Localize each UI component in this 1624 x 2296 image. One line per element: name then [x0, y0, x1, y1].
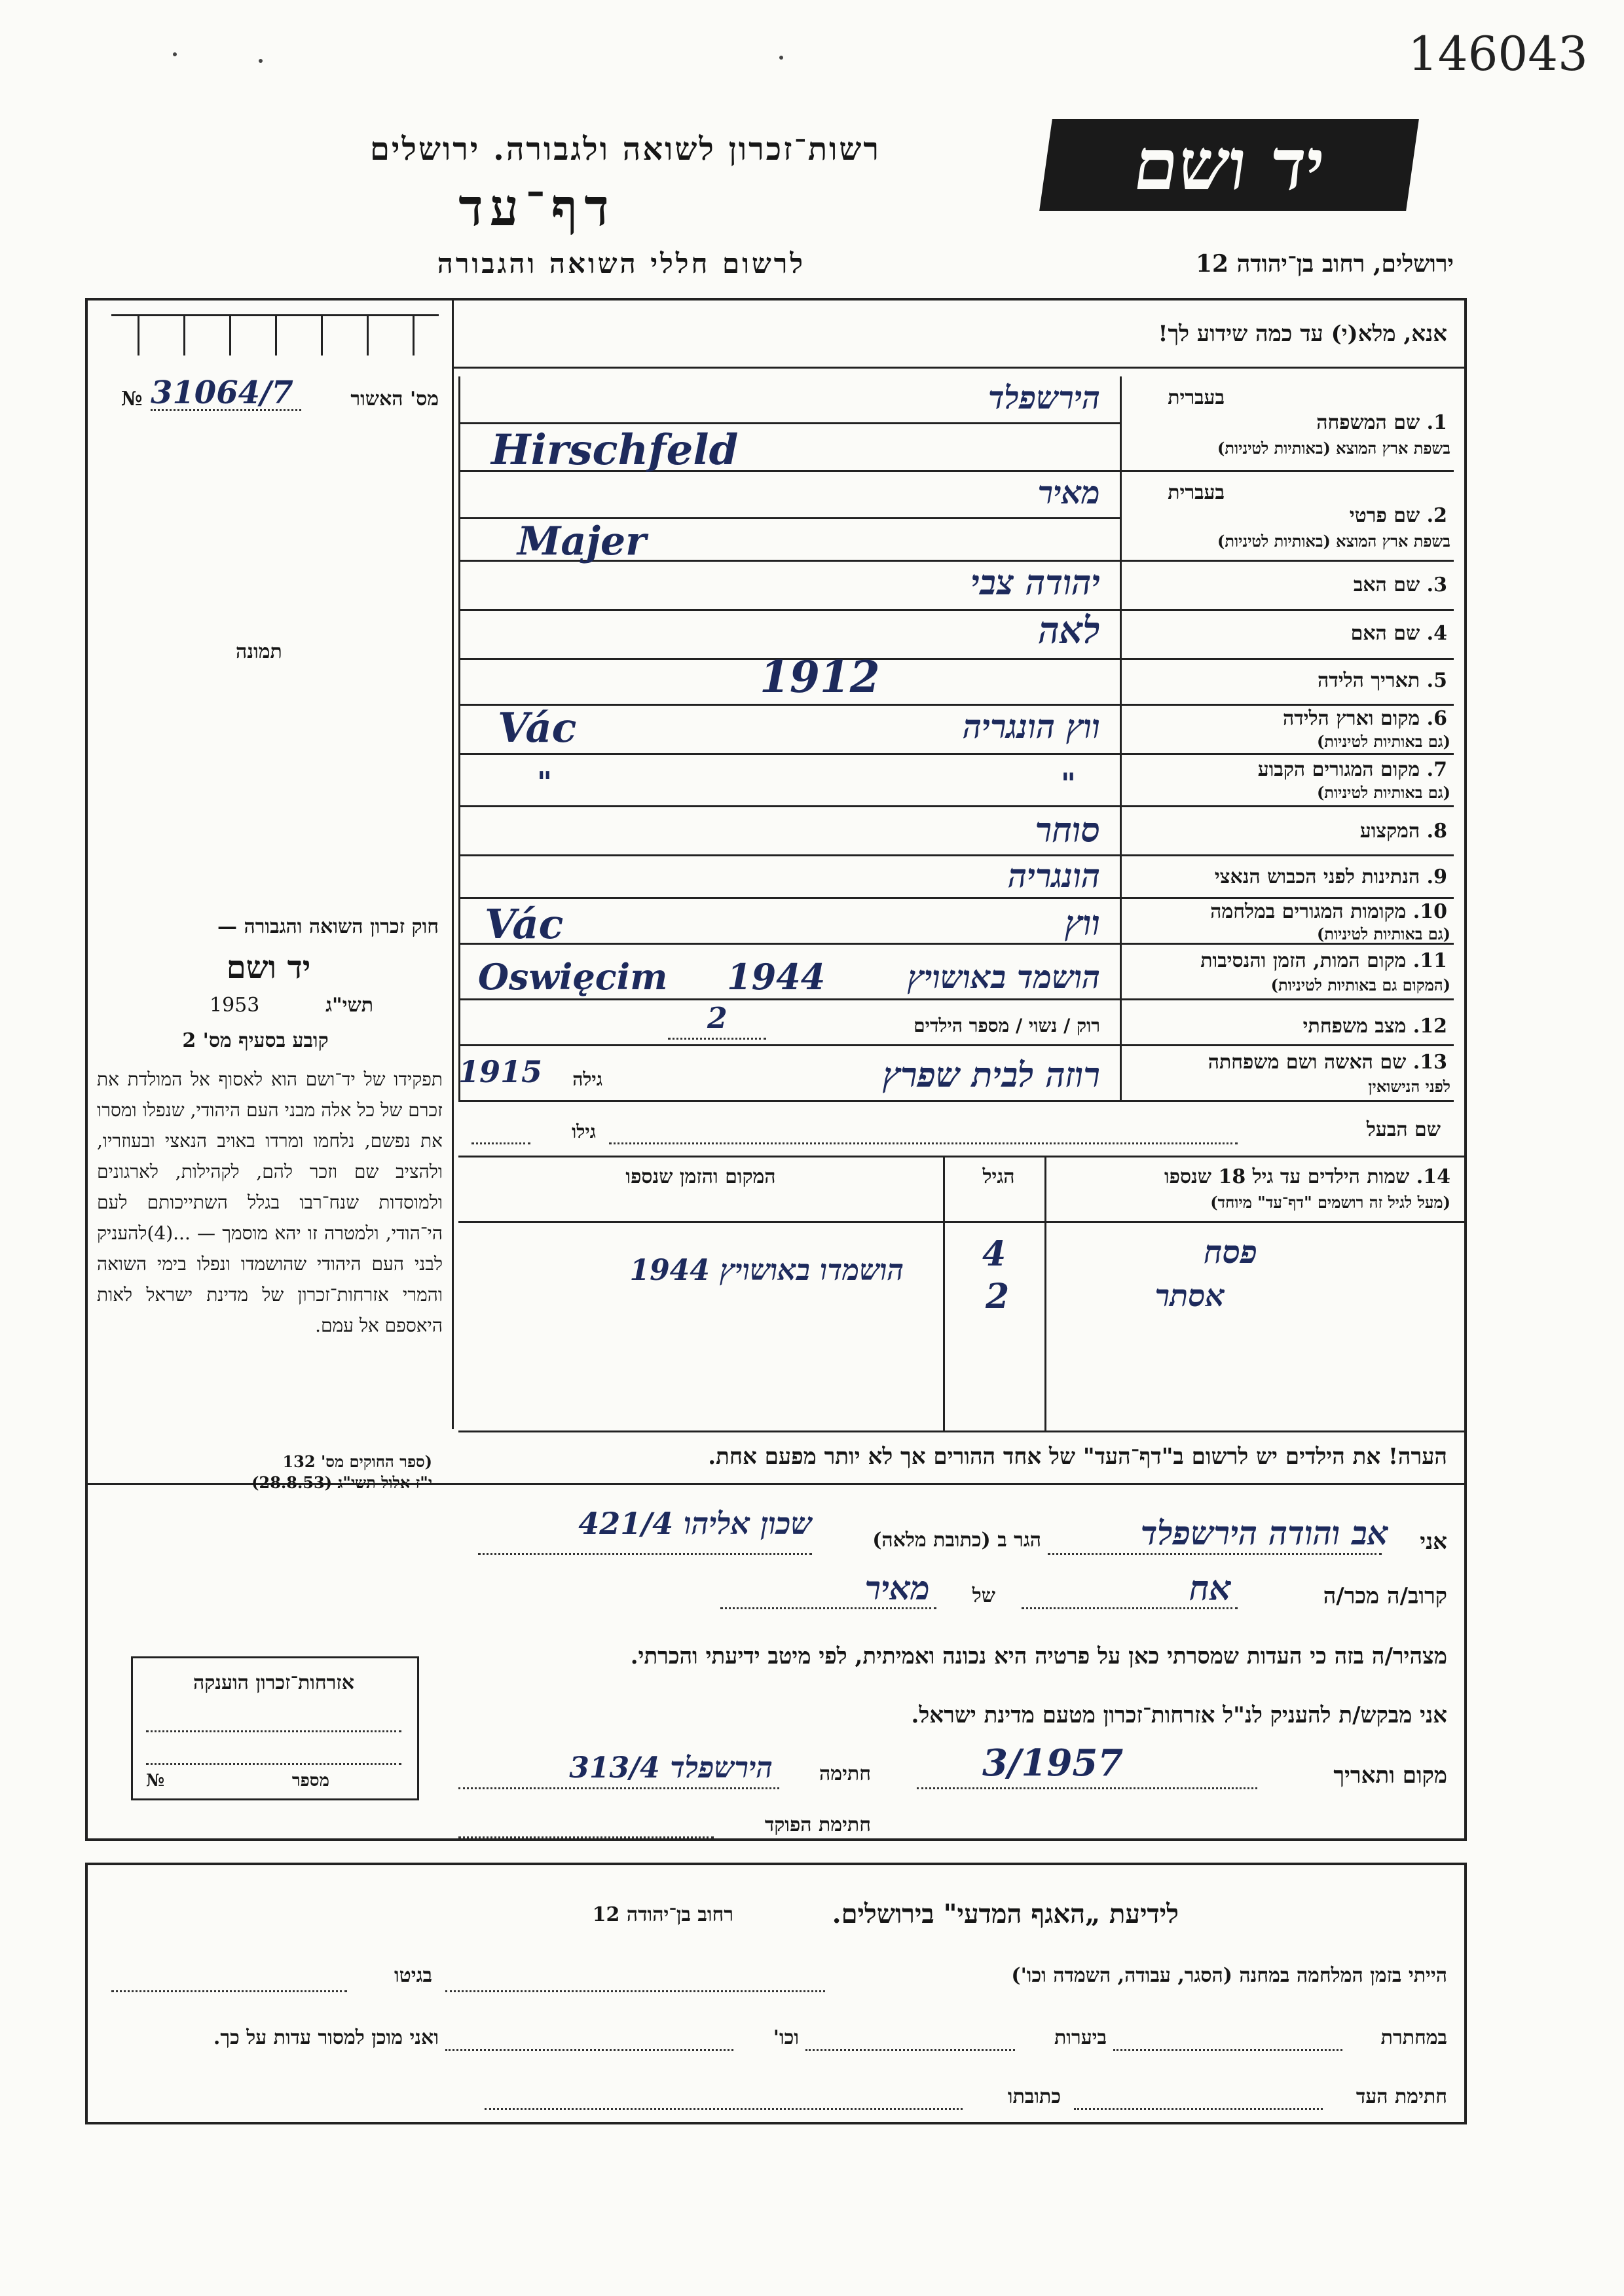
field2-hebrew-tag: בעברית: [1168, 481, 1225, 504]
instructions: אנא, מלא(י) עד כמה שידוע לך!: [1158, 321, 1447, 347]
field11-label: [1126, 949, 1447, 972]
law-reference: (ספר החוקים מס' 132: [282, 1452, 432, 1471]
citizenship-line-1: [146, 1730, 401, 1732]
footer-line1-dots-2: [111, 1990, 347, 1992]
footer-line3-dots-b: [485, 2108, 963, 2110]
instructions-line: [454, 367, 1467, 369]
field6-label-text: מקום וארץ הלידה: [1282, 707, 1420, 730]
child-name: פסח: [1204, 1234, 1257, 1271]
signature-dots: [458, 1787, 779, 1789]
law-hebrew-year: תשי"ג: [325, 994, 373, 1017]
field10-number: 10.: [1412, 900, 1447, 923]
field1-label: [1231, 411, 1447, 434]
field13-number: 13.: [1412, 1051, 1447, 1074]
footer-line1-dots: [445, 1990, 825, 1992]
relation-of-name: מאיר: [864, 1569, 930, 1607]
field7-sub: (גם באותיות לטיניות): [1316, 783, 1450, 802]
field1-label-text: שם המשפחה: [1316, 411, 1420, 434]
citizenship-box: [131, 1656, 419, 1800]
field9-label: [1126, 866, 1447, 888]
field1-value-latin: Hirschfeld: [491, 426, 739, 475]
approval-dots: [151, 409, 301, 411]
field8-number: 8.: [1426, 820, 1447, 843]
child-age: 2: [986, 1277, 1010, 1317]
footer-line1-a: הייתי בזמן המלחמה במחנה (הסגר, עבודה, השמדה וכו'): [1011, 1964, 1447, 1987]
field9-label-text: הנתינות לפני הכבוש הנאצי: [1214, 866, 1420, 888]
scan-speck: [173, 52, 177, 56]
scan-speck: [259, 59, 263, 63]
children-col-age: הגיל: [982, 1165, 1015, 1188]
children-table-header-line: [458, 1221, 1467, 1223]
children-title: 14. שמות הילדים עד גיל 18 שנספו: [1164, 1165, 1450, 1188]
field1-sub: בשפת ארץ המוצא (באותיות לטיניות): [1217, 439, 1450, 458]
relation-of-dots: [720, 1607, 936, 1609]
footer-line3-a: חתימת העד: [1356, 2085, 1447, 2108]
footer-line2-a: במחתרת: [1380, 2026, 1447, 2049]
relation-label: קרוב/ה מכר/ה: [1323, 1583, 1447, 1609]
approval-ticks: [111, 314, 439, 355]
footer-line2-d: ואני מוכן למסור עדות על כך.: [213, 2026, 439, 2049]
law-year: 1953: [210, 994, 260, 1017]
signature-label: חתימה: [819, 1762, 871, 1785]
children-title-sub: (מעל לגיל זה רושמים "דף־עד" מיוחד): [1210, 1193, 1450, 1212]
field11-sub: (המקום גם באותיות לטיניות): [1270, 975, 1450, 994]
citizenship-line-2: [146, 1763, 401, 1765]
field5-number: 5.: [1426, 669, 1447, 692]
field12-children: 2: [707, 1002, 728, 1035]
children-col-divider-1: [1044, 1156, 1046, 1430]
footer-line1-b: בגיטו: [394, 1964, 432, 1987]
declarant-resides: הגר ב (כתובת מלאה): [872, 1529, 1041, 1552]
citizenship-prefix: №: [146, 1771, 165, 1791]
authority-title: רשות־זכרון לשואה ולגבורה. ירושלים: [369, 131, 881, 168]
field2-label: [1231, 504, 1447, 527]
place-date-value: 3/1957: [982, 1741, 1124, 1785]
field12-options: רוק / נשוי / מספר הילדים: [913, 1015, 1100, 1036]
place-date-dots: [917, 1787, 1257, 1789]
field13-label: [1126, 1051, 1447, 1074]
field11-label-text: מקום המות, הזמן והנסיבות: [1200, 949, 1407, 972]
citizenship-title: אזרחות־זכרון הוענקה: [193, 1671, 355, 1694]
note-top-line: [458, 1430, 1467, 1432]
approval-prefix: №: [121, 388, 143, 410]
field2-value-hebrew: מאיר: [1037, 475, 1100, 511]
archive-number: 146043: [1408, 26, 1588, 81]
field3-value: יהודה צבי: [970, 563, 1100, 603]
field8-label-text: המקצוע: [1359, 820, 1420, 843]
declaration: מצהיר/ה בזה כי העדות שמסרתי כאן על פרטיה היא נכונה ואמיתית, לפי מיטב ידיעתי והכרתי.: [630, 1643, 1447, 1669]
field13-sub: לפני הנישואין: [1368, 1077, 1450, 1096]
child-place: הושמדו באושויץ 1944: [629, 1254, 904, 1287]
footer-line2-dots-b: [805, 2049, 1015, 2051]
footer-line2-b: ביערות: [1054, 2026, 1107, 2049]
field12-dots: [668, 1038, 766, 1040]
field12-label: [1126, 1015, 1447, 1038]
field3-label: [1126, 574, 1447, 596]
declarant-name-dots: [1048, 1553, 1382, 1555]
field11-value-latin: Oswięcim: [478, 956, 668, 998]
husband-dots: [609, 1142, 1238, 1144]
field11-value-year: 1944: [727, 956, 826, 998]
scan-speck: [779, 56, 783, 60]
field6-value-latin: Vác: [498, 704, 577, 752]
photo-label: תמונה: [236, 640, 282, 663]
declarant-address: שכון אליהו 421/4: [578, 1506, 812, 1541]
field11-value-hebrew: הושמד באושויץ: [908, 959, 1100, 996]
field10-label: [1126, 900, 1447, 923]
field1-hebrew-tag: בעברית: [1168, 386, 1225, 409]
field1-value-hebrew: הירשפלד: [987, 380, 1100, 416]
footer-line2-dots-a: [1113, 2049, 1342, 2051]
field10-value-latin: Vác: [485, 900, 564, 948]
law-name: יד ושם: [226, 949, 311, 986]
relation-value: אח: [1189, 1569, 1231, 1609]
footer-title: לידיעת „האגף המדעי" בירושלים.: [832, 1899, 1179, 1929]
field4-number: 4.: [1426, 622, 1447, 645]
field5-label-text: תאריך הלידה: [1318, 669, 1420, 692]
footer-address: רחוב בן־יהודה 12: [592, 1903, 733, 1926]
field12-label-text: מצב משפחתי: [1302, 1015, 1407, 1038]
officer-signature-label: חתימת הפוקד: [764, 1813, 871, 1836]
yad-vashem-logo: יד ושם: [1039, 119, 1419, 211]
field6-value-hebrew: ווץ הונגריה: [963, 707, 1100, 746]
form-title: דף־עד: [458, 178, 616, 238]
husband-age-dots: [471, 1142, 530, 1144]
footer-line3-dots-a: [1074, 2108, 1323, 2110]
request: אני מבקש/ת להעניק לנ"ל אזרחות־זכרון מטעם מדינת ישראל.: [911, 1702, 1447, 1728]
field13-label-text: שם האשה ושם משפחתה: [1208, 1051, 1407, 1074]
officer-signature-dots: [458, 1836, 714, 1838]
field2-number: 2.: [1426, 504, 1447, 527]
footer-line2-c: וכו': [773, 2026, 799, 2049]
field4-value: לאה: [1038, 609, 1100, 652]
approval-number: 31064/7: [151, 374, 293, 411]
declarant-address-dots: [478, 1553, 812, 1555]
declarant-ani: אני: [1420, 1529, 1447, 1555]
field13-age-label: גילה: [572, 1068, 602, 1090]
child-age: 4: [982, 1234, 1006, 1274]
footer-line3-b: כתובתו: [1007, 2085, 1061, 2108]
field1-number: 1.: [1426, 411, 1447, 434]
field7-value-a: ": [537, 766, 552, 799]
field10-value-hebrew: ווץ: [1065, 903, 1100, 943]
field8-label: [1126, 820, 1447, 843]
field4-label-text: שם האם: [1350, 622, 1420, 645]
signature-value: הירשפלד 313/4: [569, 1751, 773, 1785]
note: הערה! את הילדים יש לרשום ב"דף־העד" של אחד ההורים אך לא יותר מפעם אחת.: [708, 1444, 1447, 1470]
field6-label: [1126, 707, 1447, 730]
field9-value: הונגריה: [1008, 856, 1100, 895]
law-clause: קובע בסעיף מס' 2: [182, 1029, 329, 1052]
children-col-place: המקום והזמן שנספו: [625, 1165, 776, 1188]
place-date-label: מקום ותאריך: [1333, 1762, 1447, 1789]
declarant-name: אב והודה הירשפלד: [1140, 1514, 1388, 1552]
field5-label: [1126, 669, 1447, 692]
children-col-divider-2: [943, 1156, 945, 1430]
child-name: אסתר: [1154, 1278, 1225, 1313]
footer-line2-dots-c: [445, 2049, 733, 2051]
field6-sub: (גם באותיות לטיניות): [1316, 732, 1450, 751]
field7-number: 7.: [1426, 758, 1447, 781]
field3-label-text: שם האב: [1353, 574, 1420, 596]
field10-label-text: מקומות המגורים במלחמה: [1210, 900, 1407, 923]
husband-label: שם הבעל: [1366, 1118, 1441, 1141]
left-column-divider: [452, 300, 454, 1429]
field7-label-text: מקום המגורים הקבוע: [1257, 758, 1420, 781]
field4-label: [1126, 622, 1447, 645]
law-reference-date: י"ז אלול תשי"ג (28.8.53): [251, 1473, 432, 1492]
husband-age-label: גילו: [572, 1121, 596, 1142]
law-title: חוק זכרון השואה והגבורה —: [217, 915, 439, 938]
field7-label: [1126, 758, 1447, 781]
field2-label-text: שם פרטי: [1349, 504, 1420, 527]
field7-value-b: ": [1061, 767, 1076, 801]
form-subtitle: לרשום חללי השואה והגבורה: [437, 247, 805, 280]
relation-dots: [1022, 1607, 1238, 1609]
field2-value-latin: Majer: [517, 519, 646, 564]
field11-number: 11.: [1412, 949, 1447, 972]
field9-number: 9.: [1426, 866, 1447, 888]
citizenship-number-label: מספר: [291, 1771, 329, 1791]
field10-sub: (גם באותיות לטיניות): [1316, 924, 1450, 943]
approval-label: מס' האשור: [350, 388, 439, 410]
field2-sub: בשפת ארץ המוצא (באותיות לטיניות): [1217, 532, 1450, 551]
field8-value: סוחר: [1035, 811, 1100, 850]
field13-value: רוזה לבית שפרץ: [883, 1055, 1100, 1095]
field6-number: 6.: [1426, 707, 1447, 730]
header-address: ירושלים, רחוב בן־יהודה 12: [1195, 250, 1454, 278]
field3-number: 3.: [1426, 574, 1447, 596]
label-column-divider: [1120, 376, 1122, 1100]
relation-of-label: של: [972, 1584, 995, 1607]
field5-value: 1912: [760, 651, 880, 702]
value-column-divider: [458, 376, 460, 1100]
law-text: תפקידו של יד־ושם הוא לאסוף אל המולדת את זכרם של כל אלה מבני העם היהודי, שנפלו ומסרו את נפשם, נלחמו ומרדו באויב הנאצי ובעוזריו, ולהציב שם וזכר להם, לקהילות, לארגונים ולמוסדות שנח־רבו בגלל השתייכותם לעם הי־הודי, ולמטרה זו יהא מוסמך — ...(4)להעניק לבני העם היהודי שהושמדו ונפלו בימי השואה והמרי אזרחות־זכרון של מדינת ישראל לאות היאספם אל עמם.: [97, 1068, 443, 1336]
field13-age: 1915: [458, 1054, 543, 1089]
field12-number: 12.: [1412, 1015, 1447, 1038]
children-table-top: [458, 1156, 1467, 1157]
